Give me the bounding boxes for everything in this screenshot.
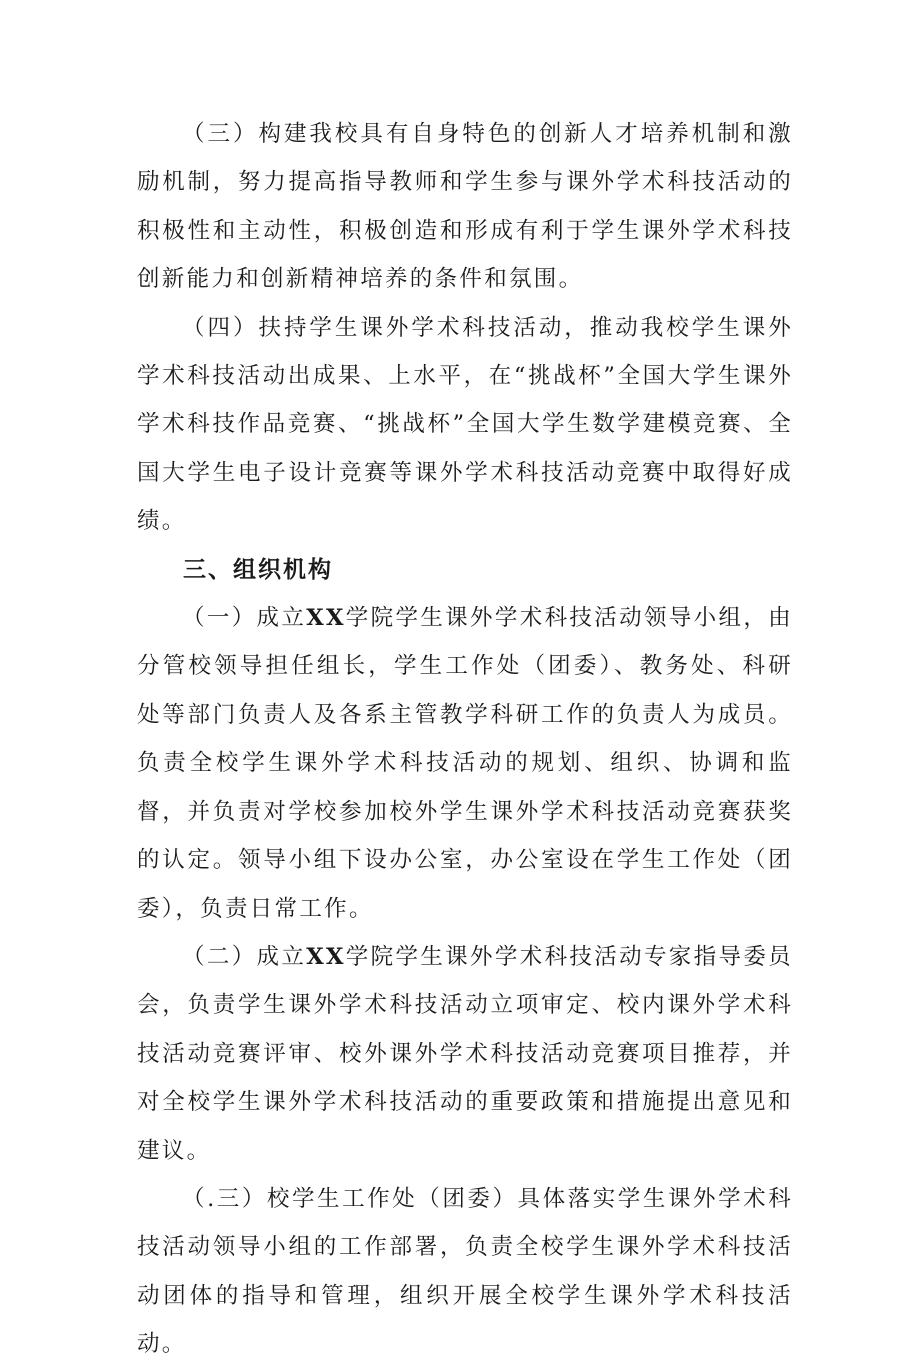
paragraph-objective-4: （四）扶持学生课外学术科技活动，推动我校学生课外学术科技活动出成果、上水平，在“挑战杯”全国大学生课外学术科技作品竞赛、“挑战杯”全国大学生数学建模竞赛、全国大学生电子设计竞赛等课外学术科技活动竞赛中取得好成绩。 [137, 314, 793, 535]
org-1-text: 学院学生课外学术科技活动领导小组，由分管校领导担任组长，学生工作处（团委）、教务处、科研处等部门负责人及各系主管教学科研工作的负责人为成员。负责全校学生课外学术科技活动的规划、组织、协调和监督，并负责对学校参加校外学生课外学术科技活动竞赛获奖的认定。领导小组下设办公室，办公室设在学生工作处（团委），负责日常工作。 [137, 605, 793, 922]
org-1-school-name: XX [306, 605, 346, 632]
document-page [137, 110, 793, 1369]
paragraph-org-2 [137, 933, 793, 1175]
org-1-prefix: （一）成立 [182, 605, 307, 632]
paragraph-org-1 [137, 594, 793, 933]
org-2-prefix: （二）成立 [182, 943, 307, 970]
paragraph-org-3: （.三）校学生工作处（团委）具体落实学生课外学术科技活动领导小组的工作部署，负责全校学生课外学术科技活动团体的指导和管理，组织开展全校学生课外学术科技活动。 [137, 1185, 793, 1358]
paragraph-objective-3: （三）构建我校具有自身特色的创新人才培养机制和激励机制，努力提高指导教师和学生参与课外学术科技活动的积极性和主动性，积极创造和形成有利于学生课外学术科技创新能力和创新精神培养的条件和氛围。 [137, 121, 793, 293]
org-2-text: 学院学生课外学术科技活动专家指导委员会，负责学生课外学术科技活动立项审定、校内课外学术科技活动竞赛评审、校外课外学术科技活动竞赛项目推荐，并对全校学生课外学术科技活动的重要政策和措施提出意见和建议。 [137, 943, 793, 1164]
section-heading-organization: 三、组织机构 [183, 556, 333, 583]
org-2-school-name: XX [306, 943, 346, 970]
